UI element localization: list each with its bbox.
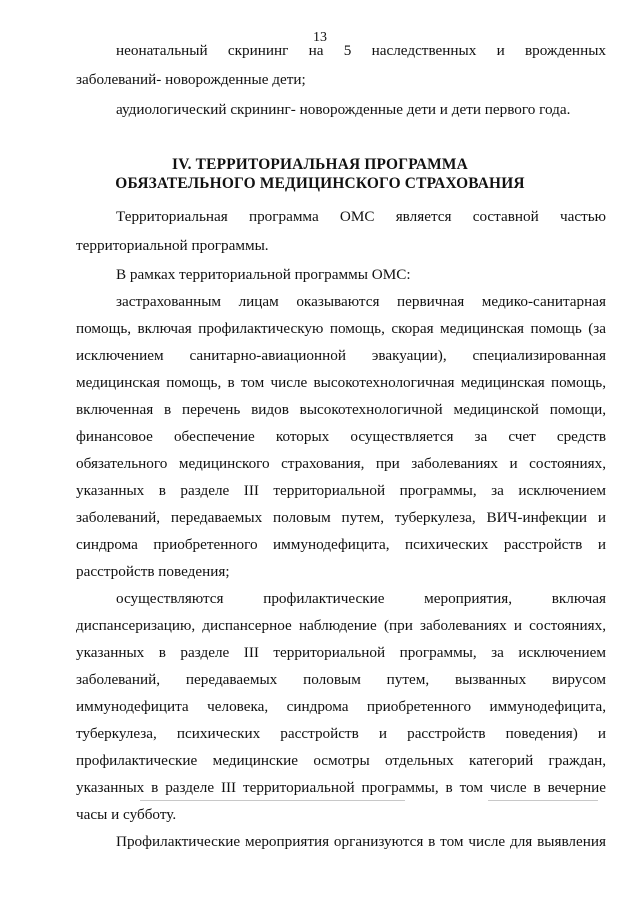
text-line: территориальной программы.: [76, 237, 269, 254]
text-line: медицинская помощь, в том числе высокотехнологичная медицинская помощь,: [76, 374, 606, 391]
text-line: расстройств поведения;: [76, 563, 230, 580]
text-line: Профилактические мероприятия организуются в том числе для выявления: [116, 833, 606, 850]
text-line: заболеваний, передаваемых половым путем, туберкулеза, ВИЧ-инфекции и: [76, 509, 606, 526]
text-line: часы и субботу.: [76, 806, 177, 823]
text-line: диспансеризацию, диспансерное наблюдение (при заболеваниях и состояниях,: [76, 617, 606, 634]
text-line: синдрома приобретенного иммунодефицита, психических расстройств и: [76, 536, 606, 553]
section-heading-line-1: IV. ТЕРРИТОРИАЛЬНАЯ ПРОГРАММА: [172, 156, 468, 173]
text-line: Территориальная программа ОМС является составной частью: [116, 208, 606, 225]
text-line: указанных в разделе III территориальной программы, за исключением: [76, 644, 606, 661]
page-number: 13: [313, 30, 327, 45]
text-line: застрахованным лицам оказываются первичная медико-санитарная: [116, 293, 606, 310]
text-line: аудиологический скрининг- новорожденные дети и дети первого года.: [116, 101, 571, 118]
text-line: исключением санитарно-авиационной эвакуации), специализированная: [76, 347, 606, 364]
text-line: иммунодефицита человека, синдрома приобретенного иммунодефицита,: [76, 698, 606, 715]
text-line: неонатальный скрининг на 5 наследственных и врожденных: [116, 42, 606, 59]
text-line: В рамках территориальной программы ОМС:: [116, 266, 411, 283]
text-line: финансовое обеспечение которых осуществляется за счет средств: [76, 428, 606, 445]
text-line: обязательного медицинского страхования, при заболеваниях и состояниях,: [76, 455, 606, 472]
text-line: указанных в разделе III территориальной программы, в том числе в вечерние: [76, 779, 606, 796]
text-line: заболеваний- новорожденные дети;: [76, 71, 306, 88]
text-line: помощь, включая профилактическую помощь, скорая медицинская помощь (за: [76, 320, 606, 337]
text-line: указанных в разделе III территориальной программы, за исключением: [76, 482, 606, 499]
text-line: профилактические медицинские осмотры отдельных категорий граждан,: [76, 752, 606, 769]
section-heading-line-2: ОБЯЗАТЕЛЬНОГО МЕДИЦИНСКОГО СТРАХОВАНИЯ: [115, 175, 525, 192]
scan-artifact-line: [140, 800, 405, 801]
text-line: включенная в перечень видов высокотехнологичной медицинской помощи,: [76, 401, 606, 418]
text-line: заболеваний, передаваемых половым путем, вызванных вирусом: [76, 671, 606, 688]
text-line: туберкулеза, психических расстройств и расстройств поведения) и: [76, 725, 606, 742]
text-line: осуществляются профилактические мероприятия, включая: [116, 590, 606, 607]
scan-artifact-line: [488, 800, 598, 801]
